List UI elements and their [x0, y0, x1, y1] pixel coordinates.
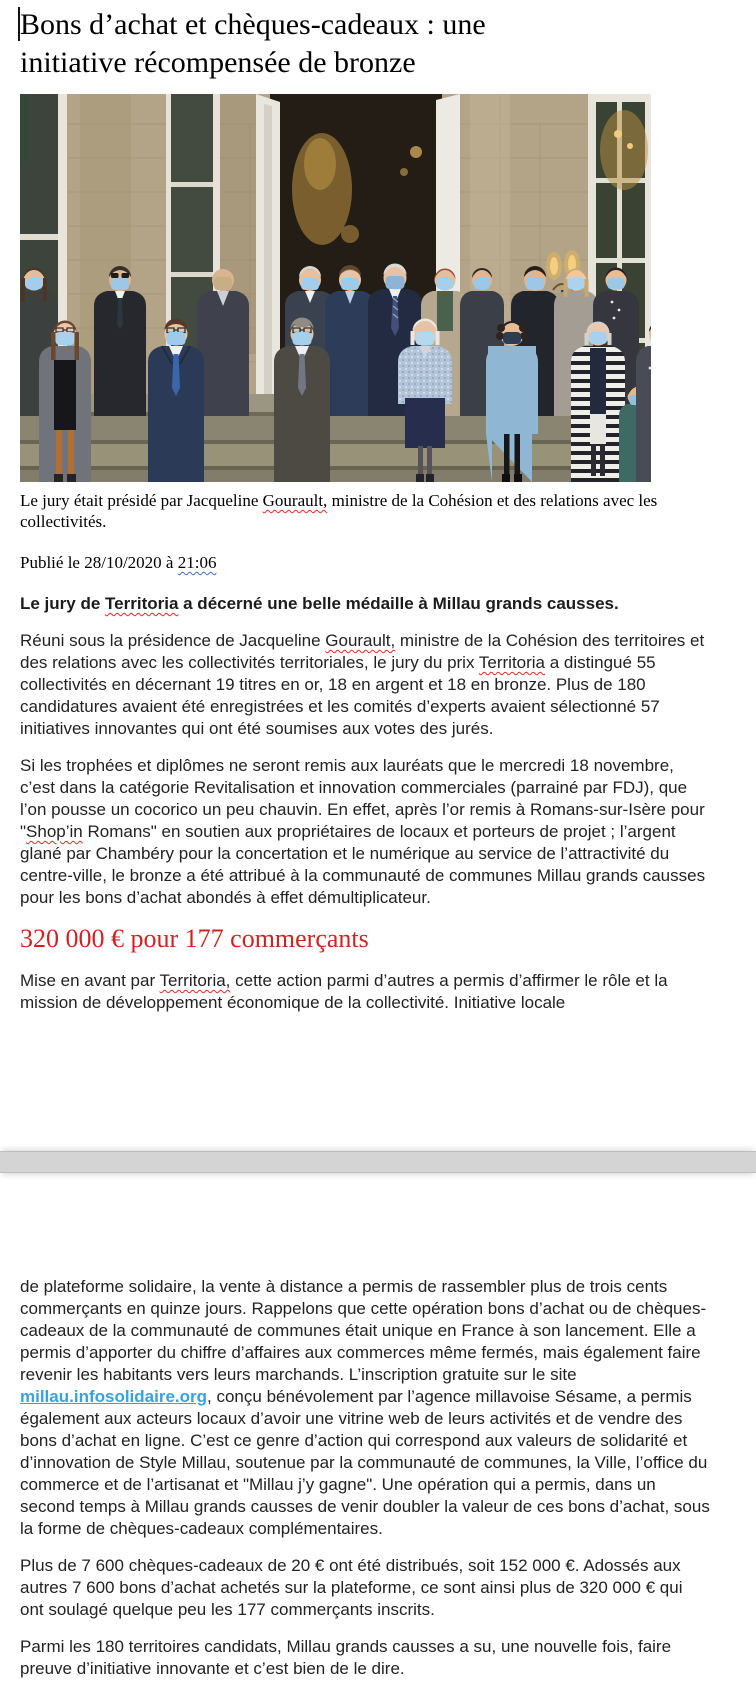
- paragraph-2: Si les trophées et diplômes ne seront remis aux lauréats que le mercredi 18 novembre, c’est dans la catégorie Revitalisation et innovation commerciales (parrainé par FDJ), que l’on pousse un cocorico un peu chauvin. En effet, après l’or remis à Romans-sur-Isère pour "Shop’in Romans" en soutien aux propriétaires de locaux et porteurs de projet ; l’argent glané par Chambéry pour la concertation et le numérique au service de l’attractivité du centre-ville, le bronze a été attribué à la communauté de communes Millau grands causses pour les bons d’achat abondés à effet démultiplicateur.: [20, 756, 706, 907]
- text-cursor: [18, 7, 20, 41]
- spellcheck-flagged-word: Gourault,: [262, 491, 328, 510]
- grammar-flagged-word: 21:06: [177, 553, 217, 572]
- page-break-divider: [0, 1151, 756, 1173]
- spellcheck-flagged-word: Gourault,: [325, 631, 396, 650]
- spellcheck-flagged-word: Territoria: [478, 653, 546, 672]
- paragraph-5: Parmi les 180 territoires candidats, Millau grands causses a su, une nouvelle fois, faire preuve d’initiative innovante et c’est bien de le dire.: [20, 1637, 672, 1678]
- article-link[interactable]: millau.infosolidaire.org: [20, 1387, 208, 1406]
- paragraph-3-continued: de plateforme solidaire, la vente à distance a permis de rassembler plus de trois cents commerçants en quinze jours. Rappelons que cette opération bons d’achat ou de chèques-cadeaux de la communauté de communes était unique en France à son lancement. Elle a permis d’apporter du chiffre d’affaires aux commerces même fermés, mais également faire revenir les habitants vers leurs marchands. L’inscription gratuite sur le site millau.infosolidaire.org, conçu bénévolement par l’agence millavoise Sésame, a permis également aux acteurs locaux d’avoir une vitrine web de leurs activités et de vendre des bons d’achat en ligne. C’est ce genre d’action qui correspond aux valeurs de solidarité et d’innovation de Style Millau, soutenue par la communauté de communes, la Ville, l’office du commerce et de l’artisanat et "Millau j’y gagne". Une opération qui a permis, dans un second temps à Millau grands causses de venir doubler la valeur de ces bons d’achat, sous la forme de chèques-cadeaux complémentaires.: [20, 1277, 710, 1538]
- paragraph-4: Plus de 7 600 chèques-cadeaux de 20 € ont été distribués, soit 152 000 €. Adossés aux autres 7 600 bons d’achat achetés sur la plateforme, ce sont ainsi plus de 320 000 € qui ont soulagé quelque peu les 177 commerçants inscrits.: [20, 1556, 683, 1619]
- paragraph-3-start: Mise en avant par Territoria, cette action parmi d’autres a permis d’affirmer le rôle et la mission de développement économique de la collectivité. Initiative locale: [20, 971, 668, 1012]
- photo-caption: Le jury était présidé par Jacqueline Gourault, ministre de la Cohésion et des relations avec les collectivités.: [20, 491, 658, 531]
- article-photo: [20, 94, 651, 482]
- spellcheck-flagged-word: Territoria,: [159, 971, 231, 990]
- paragraph-1: Réuni sous la présidence de Jacqueline Gourault, ministre de la Cohésion des territoires et des relations avec les collectivités territoriales, le jury du prix Territoria a distingué 55 collectivités en décernant 19 titres en or, 18 en argent et 18 en bronze. Plus de 180 candidatures avaient été enregistrées et les comités d’experts avaient sélectionné 57 initiatives innovantes qui ont été soumises aux votes des jurés.: [20, 631, 705, 738]
- section-heading: 320 000 € pour 177 commerçants: [20, 924, 369, 953]
- article-title: Bons d’achat et chèques-cadeaux : une initiative récompensée de bronze: [20, 8, 486, 79]
- publish-date: Publié le 28/10/2020 à 21:06: [20, 553, 217, 572]
- lead-paragraph: Le jury de Territoria a décerné une belle médaille à Millau grands causses.: [20, 594, 619, 613]
- spellcheck-flagged-word: Territoria: [105, 594, 179, 613]
- page-2-content: [0, 1276, 756, 1680]
- spellcheck-flagged-word: Shop’in: [26, 822, 83, 841]
